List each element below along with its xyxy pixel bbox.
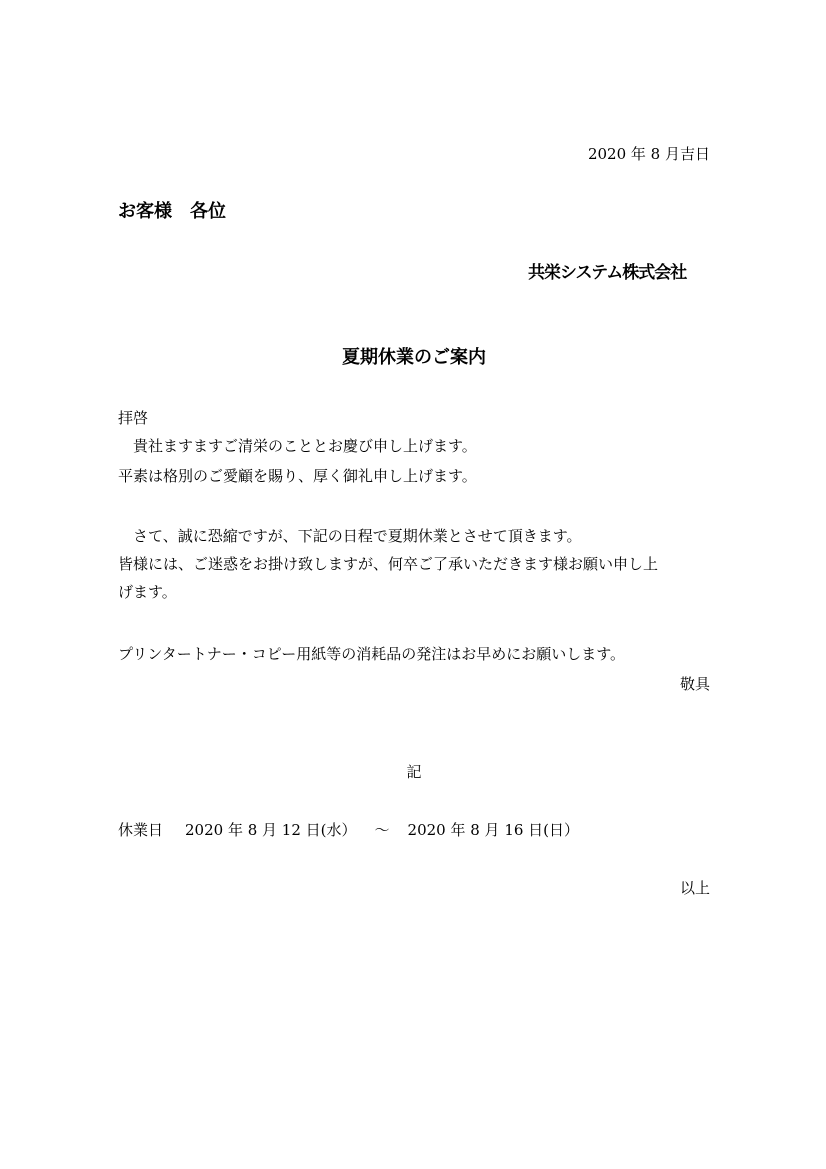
holiday-end-date: 2020 年 8 月 16 日(日） bbox=[407, 821, 580, 839]
holiday-start-date: 2020 年 8 月 12 日(水） bbox=[185, 821, 357, 839]
paragraph-line: 平素は格別のご愛顧を賜り、厚く御礼申し上げます。 bbox=[118, 467, 477, 485]
addressee: お客様 各位 bbox=[118, 201, 226, 222]
end-mark: 以上 bbox=[679, 879, 710, 897]
paragraph-line: げます。 bbox=[118, 583, 177, 601]
ki-heading: 記 bbox=[406, 763, 422, 781]
document-date: 2020 年 8 月吉日 bbox=[587, 145, 710, 163]
holiday-separator: ～ bbox=[374, 821, 390, 839]
holiday-label: 休業日 bbox=[118, 821, 164, 839]
closing-remark: 敬具 bbox=[679, 675, 710, 693]
paragraph-line: プリンタートナー・コピー用紙等の消耗品の発注はお早めにお願いします。 bbox=[118, 645, 626, 663]
paragraph-line: 貴社ますますご清栄のこととお慶び申し上げます。 bbox=[118, 437, 477, 455]
holiday-schedule bbox=[118, 820, 710, 840]
paragraph-line: さて、誠に恐縮ですが、下記の日程で夏期休業とさせて頂きます。 bbox=[118, 527, 582, 545]
document-title: 夏期休業のご案内 bbox=[342, 347, 486, 368]
company-logo-text: 共栄システム株式会社 bbox=[528, 263, 687, 283]
salutation: 拝啓 bbox=[118, 409, 149, 427]
paragraph-line: 皆様には、ご迷惑をお掛け致しますが、何卒ご了承いただきます様お願い申し上 bbox=[118, 555, 659, 573]
